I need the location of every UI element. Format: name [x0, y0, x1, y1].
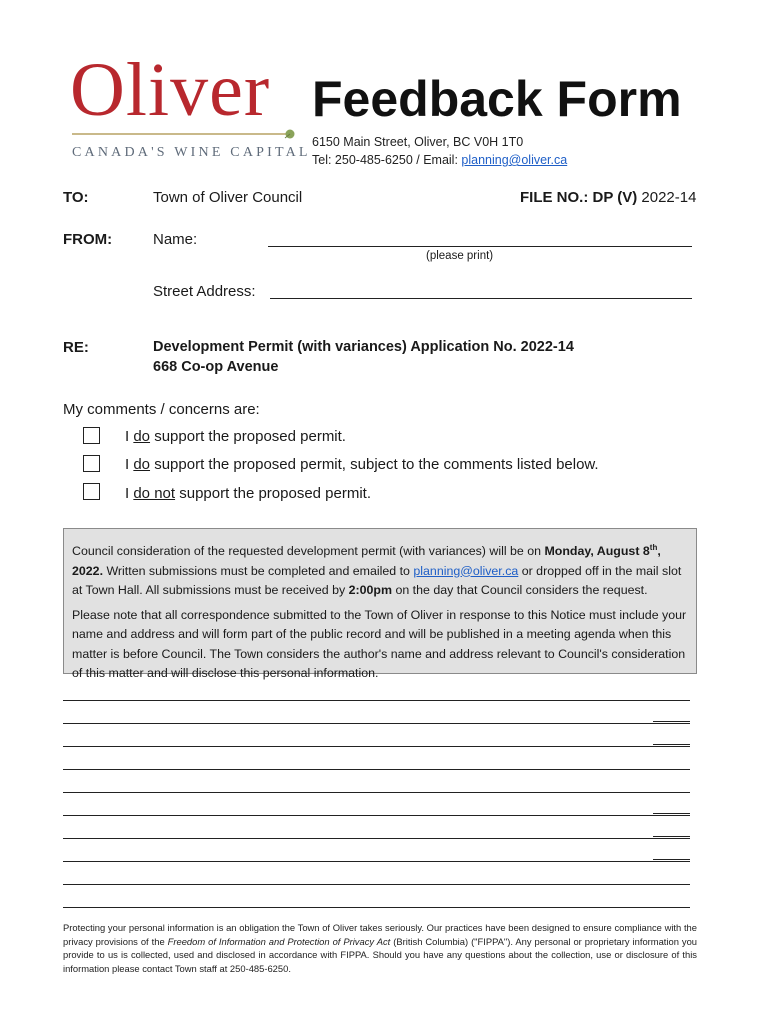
comment-line-tail [653, 813, 690, 814]
street-address-text: 6150 Main Street, Oliver, BC V0H 1T0 [312, 135, 524, 149]
logo-divider [72, 133, 290, 135]
comment-line[interactable] [63, 792, 690, 793]
street-address-input-line[interactable] [270, 284, 692, 299]
support-with-comments-option-label: I do support the proposed permit, subject to the comments listed below. [125, 456, 599, 473]
from-label: FROM: [63, 231, 113, 248]
comment-line-tail [653, 836, 690, 837]
logo-tagline: CANADA'S WINE CAPITAL [72, 145, 311, 160]
comment-line[interactable] [63, 769, 690, 770]
contact-line: Tel: 250-485-6250 / Email: planning@oliver.ca [312, 153, 568, 167]
print-hint: (please print) [426, 250, 494, 262]
to-value: Town of Oliver Council [153, 189, 303, 206]
to-label: TO: [63, 189, 89, 206]
support-option-label: I do support the proposed permit. [125, 428, 346, 445]
comments-heading: My comments / concerns are: [63, 401, 260, 418]
notice-email-link[interactable]: planning@oliver.ca [413, 563, 519, 578]
notice-paragraph-2: Please note that all correspondence submitted to the Town of Oliver in response to this Notice must include your name and address and will form part of the public record and will be published in a meeting agenda when this matter is before Council. The Town considers the author's name and address relevant to Council's consideration of this matter and will disclose this personal information. [72, 607, 687, 681]
support-checkbox[interactable] [83, 427, 100, 444]
do-not-support-checkbox[interactable] [83, 483, 100, 500]
privacy-statement: Protecting your personal information is an obligation the Town of Oliver takes seriously. Our practices have been designed to ensure compliance with the privacy provisions of the Freedom of Information and Protection of Privacy Act (British Columbia) ("FIPPA"). Any personal or proprietary information you provide to us is collected, used and disclosed in accordance with FIPPA. Should you have any questions about the collection, use or disclosure of this information please contact Town staff at 250-485-6250. [63, 922, 698, 974]
comment-line[interactable] [63, 700, 690, 701]
comment-line-tail [653, 721, 690, 722]
re-label: RE: [63, 339, 89, 356]
comment-line[interactable] [63, 746, 690, 747]
comment-line[interactable] [63, 838, 690, 839]
comment-line[interactable] [63, 884, 690, 885]
do-not-support-option-label: I do not support the proposed permit. [125, 485, 372, 502]
support-with-comments-checkbox[interactable] [83, 455, 100, 472]
page-title: Feedback Form [312, 71, 682, 127]
notice-paragraph-1: Council consideration of the requested development permit (with variances) will be on Monday, August 8th, 2022. Written submissions must be completed and emailed to planning@oliver.ca or dropped off in the mail slot at Town Hall. All submissions must be received by 2:00pm on the day that Council considers the request. [72, 543, 682, 598]
comment-line-tail [653, 744, 690, 745]
re-line-2: 668 Co-op Avenue [153, 359, 279, 375]
comment-line[interactable] [63, 861, 690, 862]
comment-line[interactable] [63, 907, 690, 908]
re-line-1: Development Permit (with variances) Application No. 2022-14 [153, 339, 574, 355]
comment-line-tail [653, 859, 690, 860]
comment-line[interactable] [63, 723, 690, 724]
grape-leaf-icon [284, 128, 296, 140]
street-address-label: Street Address: [153, 283, 256, 300]
email-link[interactable]: planning@oliver.ca [461, 153, 568, 167]
header-address-block [312, 133, 567, 169]
file-number: FILE NO.: DP (V) 2022-14 [520, 189, 697, 206]
comment-line[interactable] [63, 815, 690, 816]
name-label: Name: [153, 231, 198, 248]
oliver-logo-wordmark: Oliver [70, 48, 271, 132]
council-notice-box [63, 528, 697, 681]
name-input-line[interactable] [268, 232, 692, 247]
